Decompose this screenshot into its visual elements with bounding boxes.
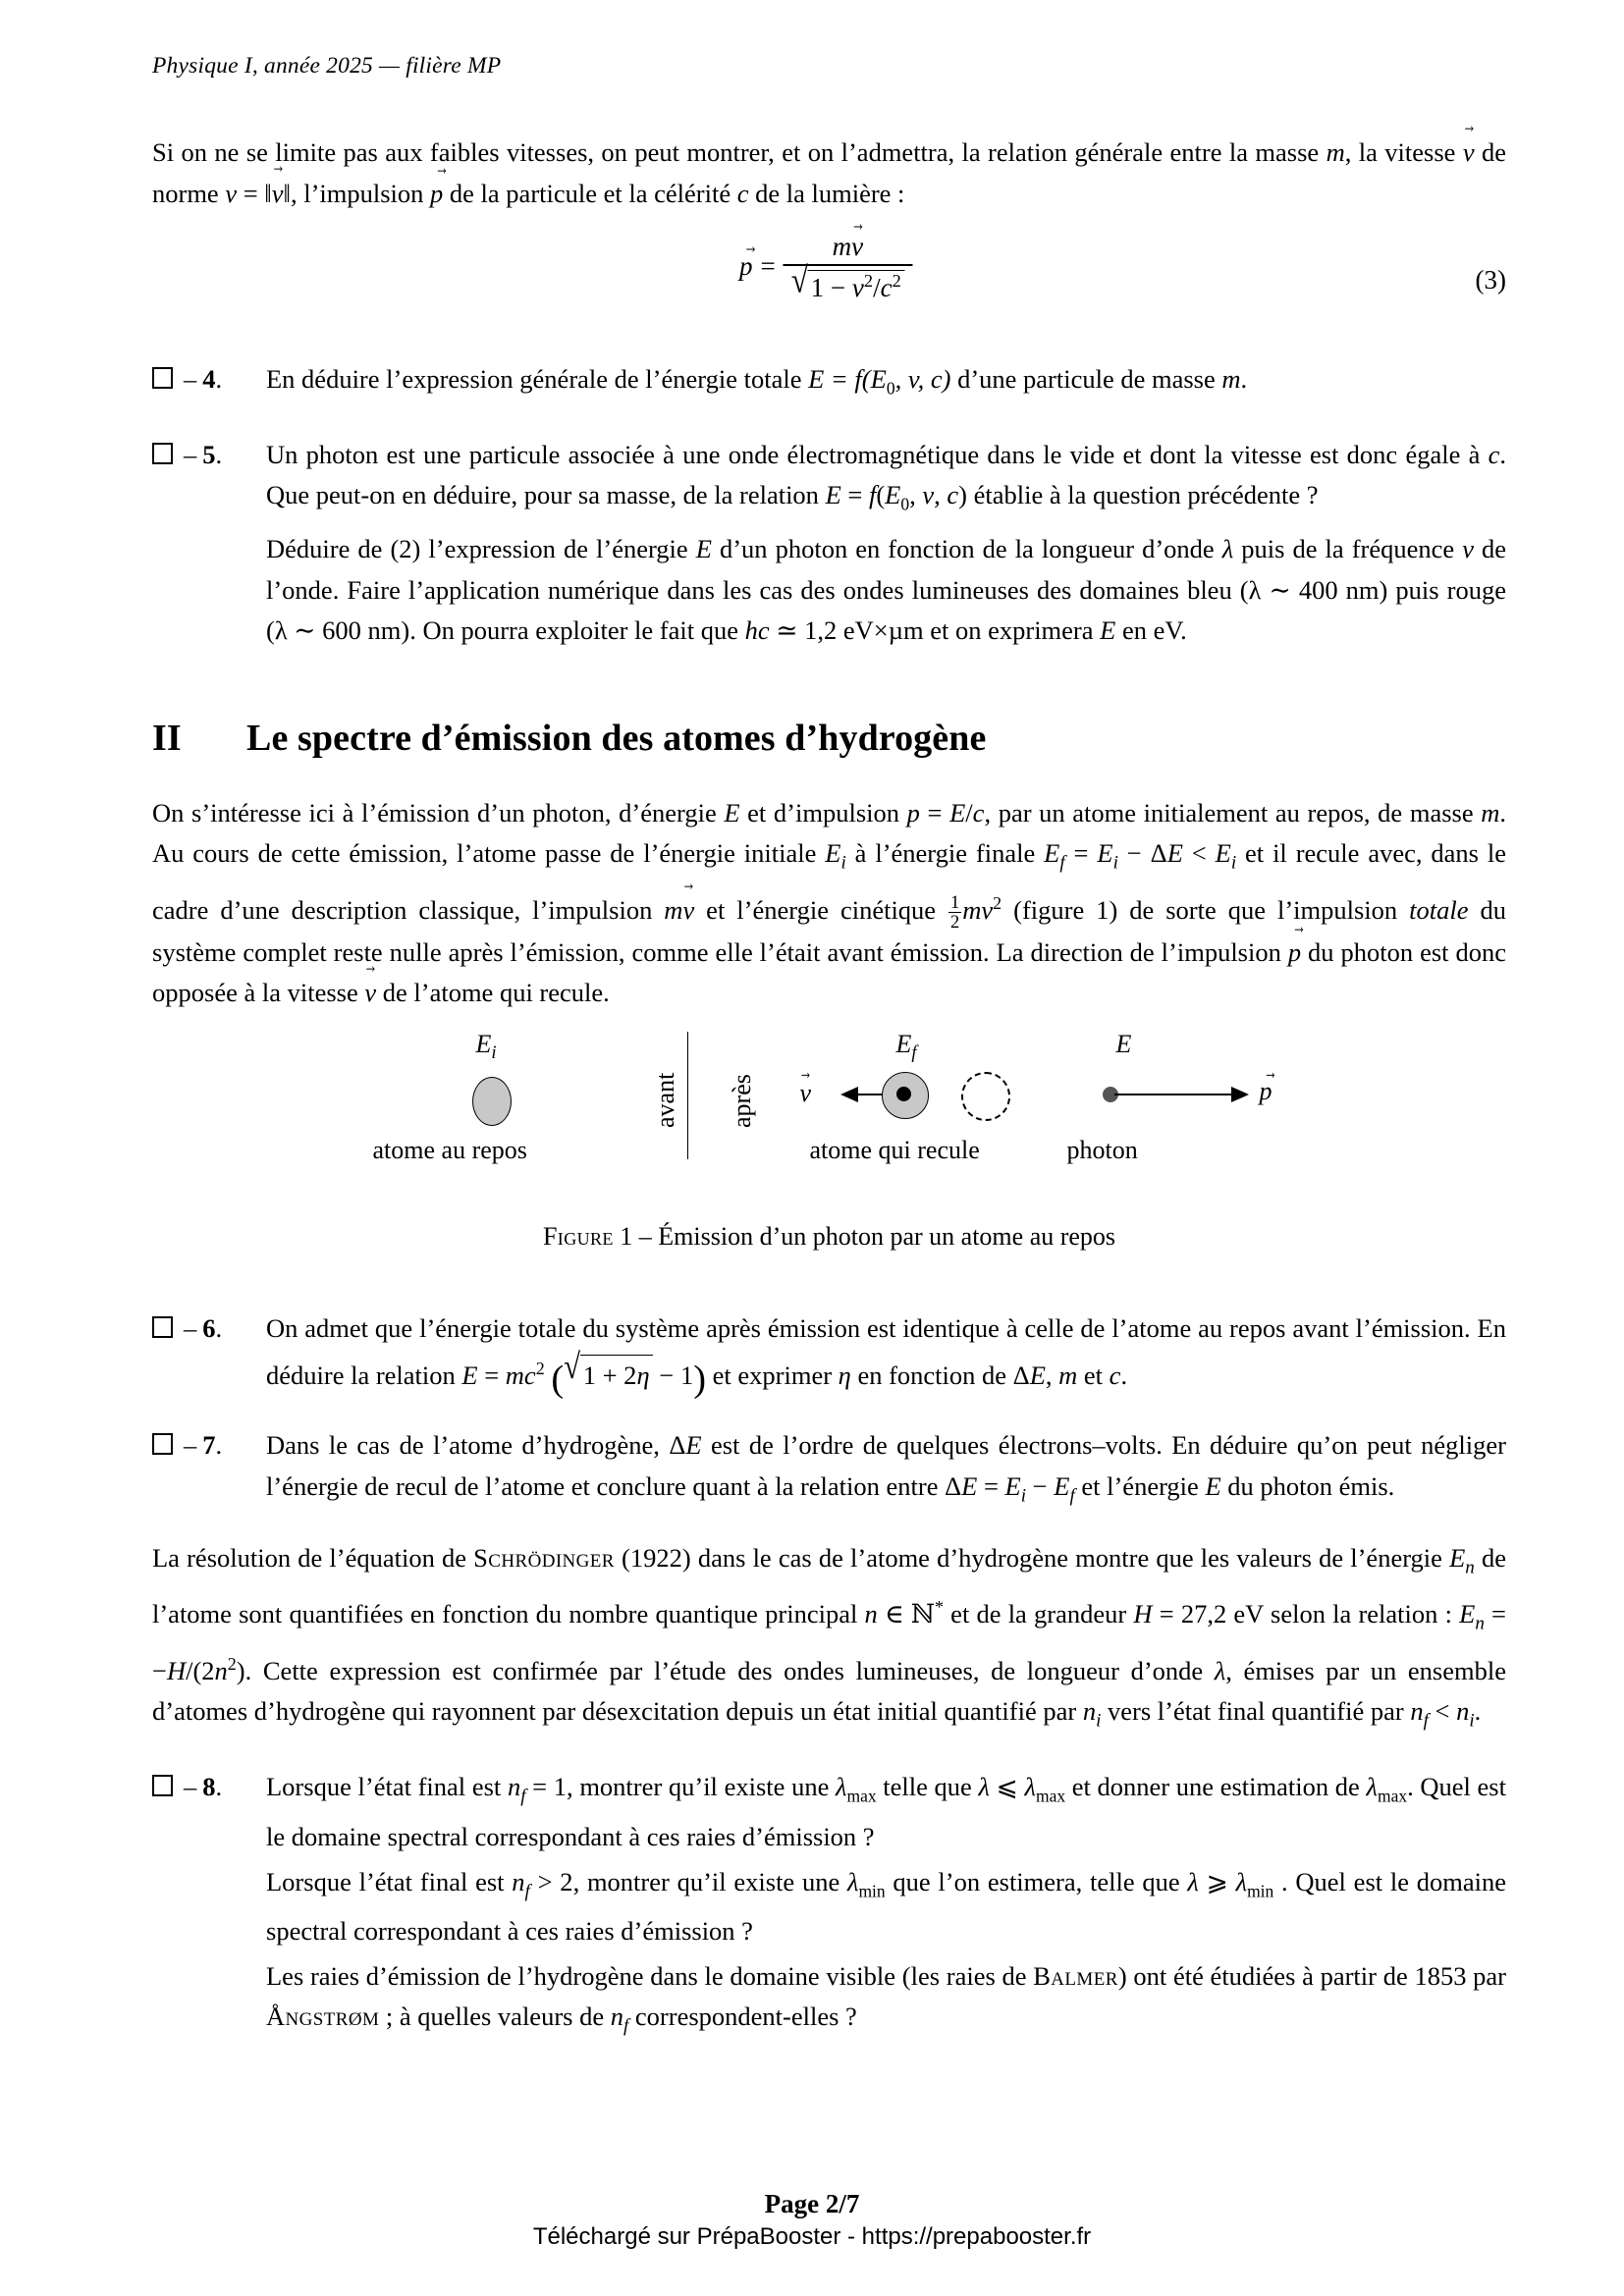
equals-sign: = [237,178,265,208]
q5s-e: ) puis rouge ( [266,574,1507,646]
sch-ni: $n_i$ [1082,1696,1102,1732]
marker-number: 6 [202,1312,216,1343]
marker-dot: . [215,1772,223,1802]
s2-k: de l’atome qui recule. [376,978,610,1008]
s2-d: . Au cours de cette émission, l’atome passe de l’énergie initiale [152,797,1506,869]
q8-l2-d: . Quel est le domaine spectral correspondant à ces raies d’émission ? [266,1866,1506,1947]
s2-vector-v: v → [364,973,376,1014]
symbol-m: m [1326,137,1345,167]
checkbox-icon[interactable] [152,367,173,389]
q5s-b: d’un photon en fonction de la longueur d’onde [711,534,1222,564]
q5s-E: E [695,534,712,564]
q8-l1-e: . Quel est le domaine spectral correspondant à ces raies d’émission ? [266,1772,1506,1852]
s2-a: On s’intéresse ici à l’émission d’un photon, d’énergie [152,797,725,828]
s2-j: du photon est donc opposée à la vitesse [152,936,1507,1008]
marker-dot: . [215,364,223,394]
q7-text-b: est de l’ordre de quelques électrons–volts. En déduire qu’on peut négliger l’énergie de recul de l’atome et conclure quant à la relation entre [266,1430,1506,1501]
equation-3-block [152,232,1506,334]
checkbox-icon[interactable] [152,1433,173,1455]
q6-text-c: en fonction de [850,1360,1013,1390]
download-source-note: Téléchargé sur PrépaBooster - https://prepabooster.fr [532,2223,1092,2250]
q8-nf1: $n_f = 1$ [507,1772,568,1807]
q4-symbol-m: m [1221,364,1241,394]
sch-En: $E_n$ [1449,1542,1475,1577]
marker-dot: . [215,1430,223,1461]
figure-label-Ei: $E_i$ [475,1029,497,1063]
q8-line2 [266,1862,1506,1952]
momentum-arrow-icon [1114,1094,1247,1096]
q5s-E2: E [1100,615,1116,646]
s2-f: et il recule avec, dans le cadre d’une description classique, l’impulsion [152,838,1506,925]
sch-e: selon la relation : [1263,1599,1460,1629]
s2-h: (figure 1) de sorte que l’impulsion [1001,894,1410,925]
s2-Ef-formula: $E_f = E_i - \Delta E < E_i$ [1044,838,1237,874]
figure-caption [152,1222,1506,1252]
atom-at-rest-shape [472,1077,512,1126]
q5s-d: de l’onde. Faire l’application numérique dans les cas des ondes lumineuses des domaines bleu ( [266,534,1507,605]
q5s-hc-value: 1,2 eV×µm [804,615,924,646]
s2-c: , par un atome initialement au repos, de masse [984,797,1482,828]
equation-numerator [825,232,871,264]
marker-number: 5 [202,439,216,469]
q8-l2-c: que l’on estimera, telle que [885,1866,1188,1896]
numerator-vector-v: v → [851,232,863,261]
page-number: Page 2/7 [764,2189,860,2218]
marker-dash: – [184,1772,197,1802]
figure-canvas [339,1030,1321,1226]
q8-l2-b: , montrer qu’il existe une [572,1866,847,1896]
intro-text-mid3: , l’impulsion [290,178,431,208]
figure-label-apres: après [727,1073,756,1128]
sch-year: (1922) [622,1542,691,1573]
equation-fraction [784,232,912,302]
question-marker-8 [152,1767,258,1808]
figure-caption-text: Émission d’un photon par un atome au repos [658,1221,1116,1251]
section-heading-2 [152,717,1506,760]
intro-paragraph [152,133,1506,214]
q8-lmin1: $\lambda_{min}$ [846,1866,886,1900]
figure-caption-right: atome qui recule [809,1135,980,1164]
marker-number: 7 [202,1430,216,1461]
q8-l1-b: , montrer qu’il existe une [567,1772,836,1802]
symbol-v: v [225,178,238,208]
q6-text-a: On admet que l’énergie totale du système après émission est identique à celle de l’atome au repos avant l’émission. En déduire la relation [266,1312,1506,1390]
q5s-blue-value: λ ∼ 400 nm [1248,574,1380,605]
sch-a: La résolution de l’équation de [152,1542,474,1573]
section-number: II [152,717,182,759]
figure-label-momentum: p → [1260,1077,1272,1106]
q8-l3-e: correspondent-elles ? [628,2002,857,2032]
question-item-4 [152,359,1506,409]
sch-b: dans le cas de l’atome d’hydrogène montre que les valeurs de l’énergie [690,1542,1450,1573]
q7-text-c: et l’énergie [1074,1470,1206,1501]
q7-text-d: du photon émis. [1220,1470,1395,1501]
figure-caption-dash: – [638,1221,652,1251]
marker-dot: . [215,1312,223,1343]
figure-label-Ef: $E_f$ [895,1029,917,1063]
norm-open: ‖ [264,178,272,208]
symbol-c: c [736,178,749,208]
checkbox-icon[interactable] [152,1775,173,1796]
q5s-f: ). On pourra exploiter le fait que [401,615,745,646]
q7-text-a: Dans le cas de l’atome d’hydrogène, [266,1430,670,1461]
question-marker-4 [152,359,258,400]
figure-label-velocity: v → [800,1079,812,1108]
q8-line3 [266,1956,1506,2047]
figure-caption-number: 1 [620,1221,633,1251]
q7-E: E [1205,1470,1221,1501]
intro-text-mid2: de norme [152,137,1507,208]
sch-h: vers l’état final quantifié par [1101,1696,1411,1727]
q5s-lambda: λ [1221,534,1234,564]
running-header: Physique I, année 2025 — filière MP [152,53,502,79]
q8-cond1: λ ⩽ $\lambda_{max}$ [978,1772,1066,1806]
s2-vector-p: p → [1288,933,1301,974]
intro-text-mid4: de la particule et la célérité [443,178,737,208]
q6-text-d: , [1045,1360,1059,1390]
q8-l2-a: Lorsque l’état final est [266,1866,513,1896]
q8-cond2: λ ⩾ $\lambda_{min}$ [1187,1866,1274,1900]
q6-text-f: . [1120,1360,1128,1390]
q7-dE: ΔE [669,1430,702,1461]
q5s-nu: ν [1462,534,1474,564]
q8-l3-b: ) ont été étudiées à partir de [1117,1960,1415,1991]
q7-formula: $\Delta E = E_i - E_f$ [945,1470,1075,1507]
equation-equals: = [760,251,776,282]
question-item-8 [152,1767,1506,2047]
q4-text-a: En déduire l’expression générale de l’énergie totale [266,364,809,394]
q5-sub-paragraph [266,529,1506,652]
s2-totale: totale [1409,894,1469,925]
s2-mv: mv → [664,895,694,925]
marker-dot: . [215,439,223,469]
sch-d: et de la grandeur [944,1599,1134,1629]
sch-i: . [1474,1696,1482,1727]
question-item-5 [152,435,1506,652]
question-item-6 [152,1308,1506,1401]
sch-lambda: λ [1214,1655,1226,1685]
q8-l3-a: Les raies d’émission de l’hydrogène dans le domaine visible (les raies de [266,1960,1034,1991]
q8-balmer: Balmer [1033,1960,1118,1991]
sch-nf-lt-ni: $n_f < n_i$ [1410,1696,1475,1732]
q4-formula: $E = f(E_0$, v, c) [808,364,951,399]
s2-m: m [1481,797,1500,828]
question-marker-7 [152,1425,258,1467]
s2-kinetic: $\frac{1}{2}$ $mv^2$ [950,892,1002,934]
figure-divider [687,1032,689,1159]
sch-H: H = 27,2 eV [1133,1599,1264,1629]
q6-m: m [1058,1360,1078,1390]
sch-f: . Cette expression est confirmée par l’étude des ondes lumineuses, de longueur d’onde [244,1655,1215,1685]
atom-nucleus-dot [896,1087,911,1101]
q6-text-b: et exprimer [706,1360,839,1390]
q8-l1-c: telle que [876,1772,979,1802]
q5s-c: puis de la fréquence [1233,534,1463,564]
equation-denominator [784,266,912,302]
marker-number: 4 [202,364,216,394]
sch-n-in: n ∈ ℕ* [864,1597,944,1629]
numerator-m: m [832,232,852,261]
s2-i: du système complet reste nulle après l’émission, comme elle l’était avant émission. La direction de l’impulsion [152,894,1506,967]
checkbox-icon[interactable] [152,443,173,464]
q5-text-d: établie à la question précédente ? [966,480,1319,510]
question-marker-5 [152,435,258,476]
q5s-g: ≃ [769,615,805,646]
q5s-red-value: λ ∼ 600 nm [274,615,402,646]
question-marker-6 [152,1308,258,1350]
q5-symbol-c: c [1488,439,1500,469]
sch-relation: $E_n = -H/(2n^2)$ [152,1599,1506,1685]
figure-caption-photon: photon [1066,1135,1138,1164]
q8-lmax2: $\lambda_{max}$ [1366,1772,1408,1806]
symbol-vector-v: v → [1463,133,1475,174]
s2-b: et d’impulsion [739,797,907,828]
figure-label-photon-energy: E [1115,1029,1132,1058]
q4-text-b: d’une particule de masse [950,364,1222,394]
q5s-h: et on exprimera [923,615,1101,646]
q5-formula: $E = f(E_0$, v, c) [825,480,967,514]
equation-3-body [739,232,912,302]
equation-lhs-vector-p: p → [739,251,753,282]
q8-lmax1: $\lambda_{max}$ [836,1772,877,1806]
q6-dE: ΔE [1012,1360,1046,1390]
q6-eta: η [838,1360,851,1390]
figure-caption-label: Figure [542,1221,614,1251]
section-title: Le spectre d’émission des atomes d’hydrogène [246,717,987,759]
figure-caption-left: atome au repos [372,1135,527,1164]
marker-dash: – [184,1430,197,1461]
q8-l3-c: par [1466,1960,1506,1991]
q5s-i: en eV. [1115,615,1187,646]
sqrt-radicand: $1 - v^2/c^2$ [807,270,904,302]
equation-number: (3) [1475,265,1506,294]
q5s-hc: hc [744,615,770,646]
atom-original-position-icon [961,1072,1010,1121]
schrodinger-paragraph [152,1538,1506,1742]
q6-formula: $E = mc^2$ ( √ 1 + 2η − 1) [461,1361,706,1390]
marker-dash: – [184,364,197,394]
q5s-a: Déduire de (2) l’expression de l’énergie [266,534,696,564]
section2-paragraph [152,793,1506,1014]
symbol-vector-v2: v → [272,174,284,215]
s2-g: et l’énergie cinétique [694,894,948,925]
intro-text-lead: Si on ne se limite pas aux faibles vitesses, on peut montrer, et on l’admettra, la relation générale entre la masse [152,137,1326,167]
question-item-7 [152,1425,1506,1516]
s2-E: E [724,797,740,828]
checkbox-icon[interactable] [152,1316,173,1338]
s2-p-formula: p = E/c [906,797,985,828]
q8-l1-a: Lorsque l’état final est [266,1772,508,1802]
q8-l1-d: et donner une estimation de [1065,1772,1367,1802]
sch-name: Schrödinger [473,1542,615,1573]
marker-dash: – [184,1312,197,1343]
q6-text-e: et [1077,1360,1110,1390]
q8-nf2: $n_f > 2$ [512,1866,573,1901]
figure-1 [152,1030,1506,1283]
intro-text-mid1: , la vitesse [1344,137,1463,167]
marker-dash: – [184,439,197,469]
s2-Ei: $E_i$ [825,838,846,874]
s2-e: à l’énergie finale [845,838,1045,869]
page-footer [0,2189,1624,2251]
q6-c: c [1109,1360,1121,1390]
q8-nf: $n_f$ [610,2002,629,2037]
q8-l3-year: 1853 [1414,1960,1467,1991]
q8-angstrom: Ångstrøm [266,2002,380,2032]
sch-c: de l’atome sont quantifiées en fonction du nombre quantique principal [152,1542,1506,1629]
q4-text-d: . [1240,364,1248,394]
sqrt-wrapper [791,270,904,302]
figure-label-avant: avant [650,1072,679,1128]
marker-number: 8 [202,1772,216,1802]
symbol-vector-p: p → [430,174,443,215]
norm-close: ‖ [283,178,291,208]
q5-text-b: . Que peut-on en déduire, pour sa masse, de la relation [266,439,1506,510]
q5-text-a: Un photon est une particule associée à une onde électromagnétique dans le vide et dont la vitesse est donc égale à [266,439,1489,469]
q8-l3-d: ; à quelles valeurs de [379,2002,611,2032]
sch-g: , émises par un ensemble d’atomes d’hydrogène qui rayonnent par désexcitation depuis un état initial quantifié par [152,1655,1506,1727]
intro-text-end: de la lumière : [748,178,905,208]
